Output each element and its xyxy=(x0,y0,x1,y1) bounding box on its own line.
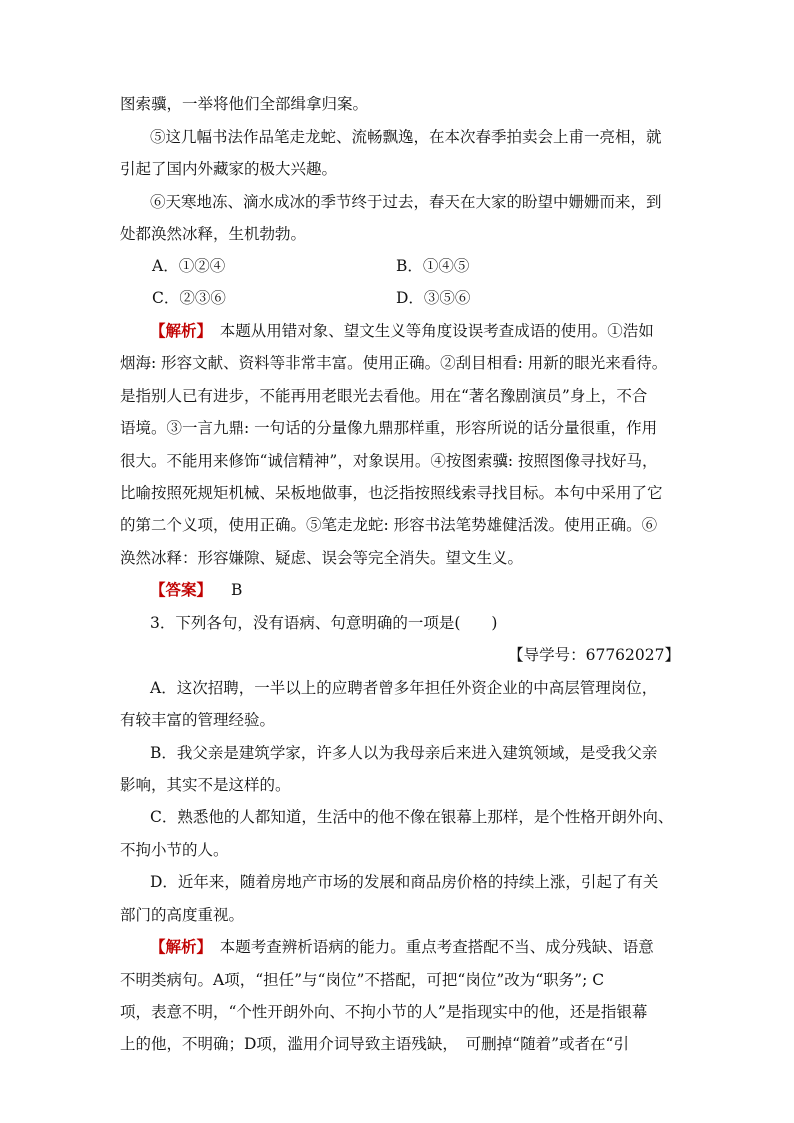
choice-c-cont: 不拘小节的人。 xyxy=(120,841,229,859)
text-line: 引起了国内外藏家的极大兴趣。 xyxy=(120,160,338,178)
choice-b-cont: 影响，其实不是这样的。 xyxy=(120,776,291,794)
text-line: 上的他，不明确；D项，滥用介词导致主语残缺， 可删掉“随着”或者在“引 xyxy=(120,1035,629,1053)
analysis-line xyxy=(150,936,680,958)
text-line: 烟海: 形容文献、资料等非常丰富。使用正确。②刮目相看: 用新的眼光来看待。 xyxy=(120,354,668,372)
text-line: ⑥天寒地冻、滴水成冰的季节终于过去，春天在大家的盼望中姗姗而来，到 xyxy=(150,193,662,211)
option-c: C．②③⑥ xyxy=(152,289,226,307)
text-line: 不明类病句。A项，“担任”与“岗位”不搭配，可把“岗位”改为“职务”; C xyxy=(120,971,605,989)
answer-tag: 【答案】 xyxy=(150,580,213,599)
option-a: A．①②④ xyxy=(152,257,226,275)
text-line: 处都涣然冰释，生机勃勃。 xyxy=(120,225,307,243)
question-3: 3．下列各句，没有语病、句意明确的一项是( ) xyxy=(150,614,498,632)
text-line: 比喻按照死规矩机械、呆板地做事，也泛指按照线索寻找目标。本句中采用了它 xyxy=(120,484,663,502)
choice-d-line: D．近年来，随着房地产市场的发展和商品房价格的持续上涨，引起了有关 xyxy=(150,873,659,891)
guide-number: 【导学号：67762027】 xyxy=(508,646,680,664)
choice-a-line: A．这次招聘，一半以上的应聘者曾多年担任外资企业的中高层管理岗位， xyxy=(150,679,658,697)
analysis-tag: 【解析】 xyxy=(150,937,205,956)
choice-c-line: C．熟悉他的人都知道，生活中的他不像在银幕上那样，是个性格开朗外向、 xyxy=(150,808,674,826)
text-line: 语境。③一言九鼎: 一句话的分量像九鼎那样重，形容所说的话分量很重，作用 xyxy=(120,419,658,437)
analysis-text: 本题从用错对象、望文生义等角度设误考查成语的使用。①浩如 xyxy=(204,322,654,340)
text-line: 的第二个义项，使用正确。⑤笔走龙蛇: 形容书法笔势雄健活泼。使用正确。⑥ xyxy=(120,516,658,534)
text-line: 项，表意不明，“个性开朗外向、不拘小节的人”是指现实中的他，还是指银幕 xyxy=(120,1003,648,1021)
analysis-tag: 【解析】 xyxy=(150,321,205,340)
text-line: 是指别人已有进步，不能再用老眼光去看他。用在“著名豫剧演员”身上，不合 xyxy=(120,387,648,405)
analysis-line xyxy=(150,320,680,342)
text-line: 很大。不能用来修饰“诚信精神”，对象误用。④按图索骥: 按照图像寻找好马， xyxy=(120,452,658,470)
option-d: D．③⑤⑥ xyxy=(396,289,471,307)
answer-value: B xyxy=(230,581,243,599)
choice-a-cont: 有较丰富的管理经验。 xyxy=(120,711,276,729)
answer-line xyxy=(150,579,680,601)
analysis-text: 本题考查辨析语病的能力。重点考查搭配不当、成分残缺、语意 xyxy=(204,938,654,956)
text-line: 图索骥，一举将他们全部缉拿归案。 xyxy=(120,95,369,113)
option-b: B．①④⑤ xyxy=(396,257,470,275)
text-line: ⑤这几幅书法作品笔走龙蛇、流畅飘逸，在本次春季拍卖会上甫一亮相，就 xyxy=(150,128,662,146)
text-line: 涣然冰释：形容嫌隙、疑虑、误会等完全消失。望文生义。 xyxy=(120,549,524,567)
choice-d-cont: 部门的高度重视。 xyxy=(120,906,245,924)
choice-b-line: B．我父亲是建筑学家，许多人以为我母亲后来进入建筑领域，是受我父亲 xyxy=(150,744,658,762)
